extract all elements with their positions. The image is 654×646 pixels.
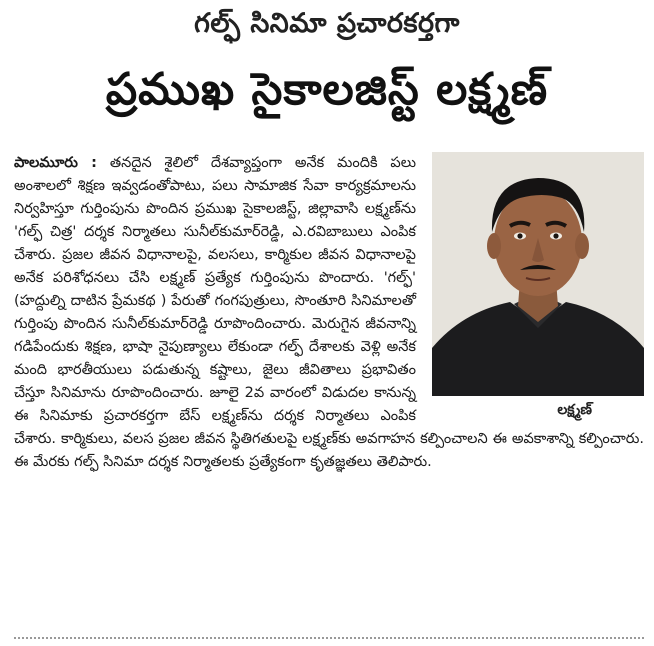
article-kicker: గల్ఫ్ సినిమా ప్రచారకర్తగా xyxy=(194,8,460,39)
article-headline: ప్రముఖ సైకాలజిస్ట్ లక్ష్మణ్ xyxy=(105,64,549,115)
article-body-text: తనదైన శైలిలో దేశవ్యాప్తంగా అనేక మందికి పలు అంశాలలో శిక్షణ ఇవ్వడంతోపాటు, పలు సామాజిక సేవా కార్యక్రమాలను నిర్వహిస్తూ గుర్తింపును పొందిన ప్రముఖ సైకాలజిస్ట్, జిల్లావాసి లక్ష్మణ్‌ను 'గల్ఫ్ చిత్ర' దర్శక నిర్మాతలు సునీల్‌కుమార్‌రెడ్డి, ఎ.రవిబాబులు ఎంపిక చేశారు. ప్రజల జీవన విధానాలపై, వలసలు, కార్మికుల జీవన విధానాలపై అనేక పరిశోధనలు చేసి లక్ష్మణ్ ప్రత్యేక గుర్తింపును పొందారు. 'గల్ఫ్' (హద్దుల్ని దాటిన ప్రేమకథ ) పేరుతో గంగపుత్రులు, సొంతూరి సినిమాలతో గుర్తింపు పొందిన సునీల్‌కుమార్‌రెడ్డి రూపొందించారు. మెరుగైన జీవనాన్ని గడిపేందుకు శిక్షణ, భాషా నైపుణ్యాలు లేకుండా గల్ఫ్ దేశాలకు వెళ్లి అనేక మంది భారతీయులు పడుతున్న కష్టాలు, జైలు జీవితాలు ప్రభావితం చేస్తూ సినిమాను రూపొందించారు. జూలై 2వ వారంలో విడుదల కానున్న ఈ సినిమాకు ప్రచారకర్తగా బేస్ లక్ష్మణ్‌ను దర్శక నిర్మాతలు ఎంపిక చేశారు. కార్మికులు, వలస ప్రజల జీవన స్థితిగతులపై లక్ష్మణ్‌కు అవగాహన కల్పించాలని ఈ అవకాశాన్ని కల్పించారు. ఈ మేరకు గల్ఫ్ సినిమా దర్శక నిర్మాతలకు ప్రత్యేకంగా కృతజ్ఞతలు తెలిపారు. xyxy=(14,155,644,470)
article-body xyxy=(14,152,644,474)
article-dateline: పాలమూరు : xyxy=(14,155,97,171)
bottom-divider xyxy=(14,637,644,639)
photo-caption: లక్ష్మణ్ xyxy=(557,402,592,418)
photo-float-spacer xyxy=(422,152,644,422)
